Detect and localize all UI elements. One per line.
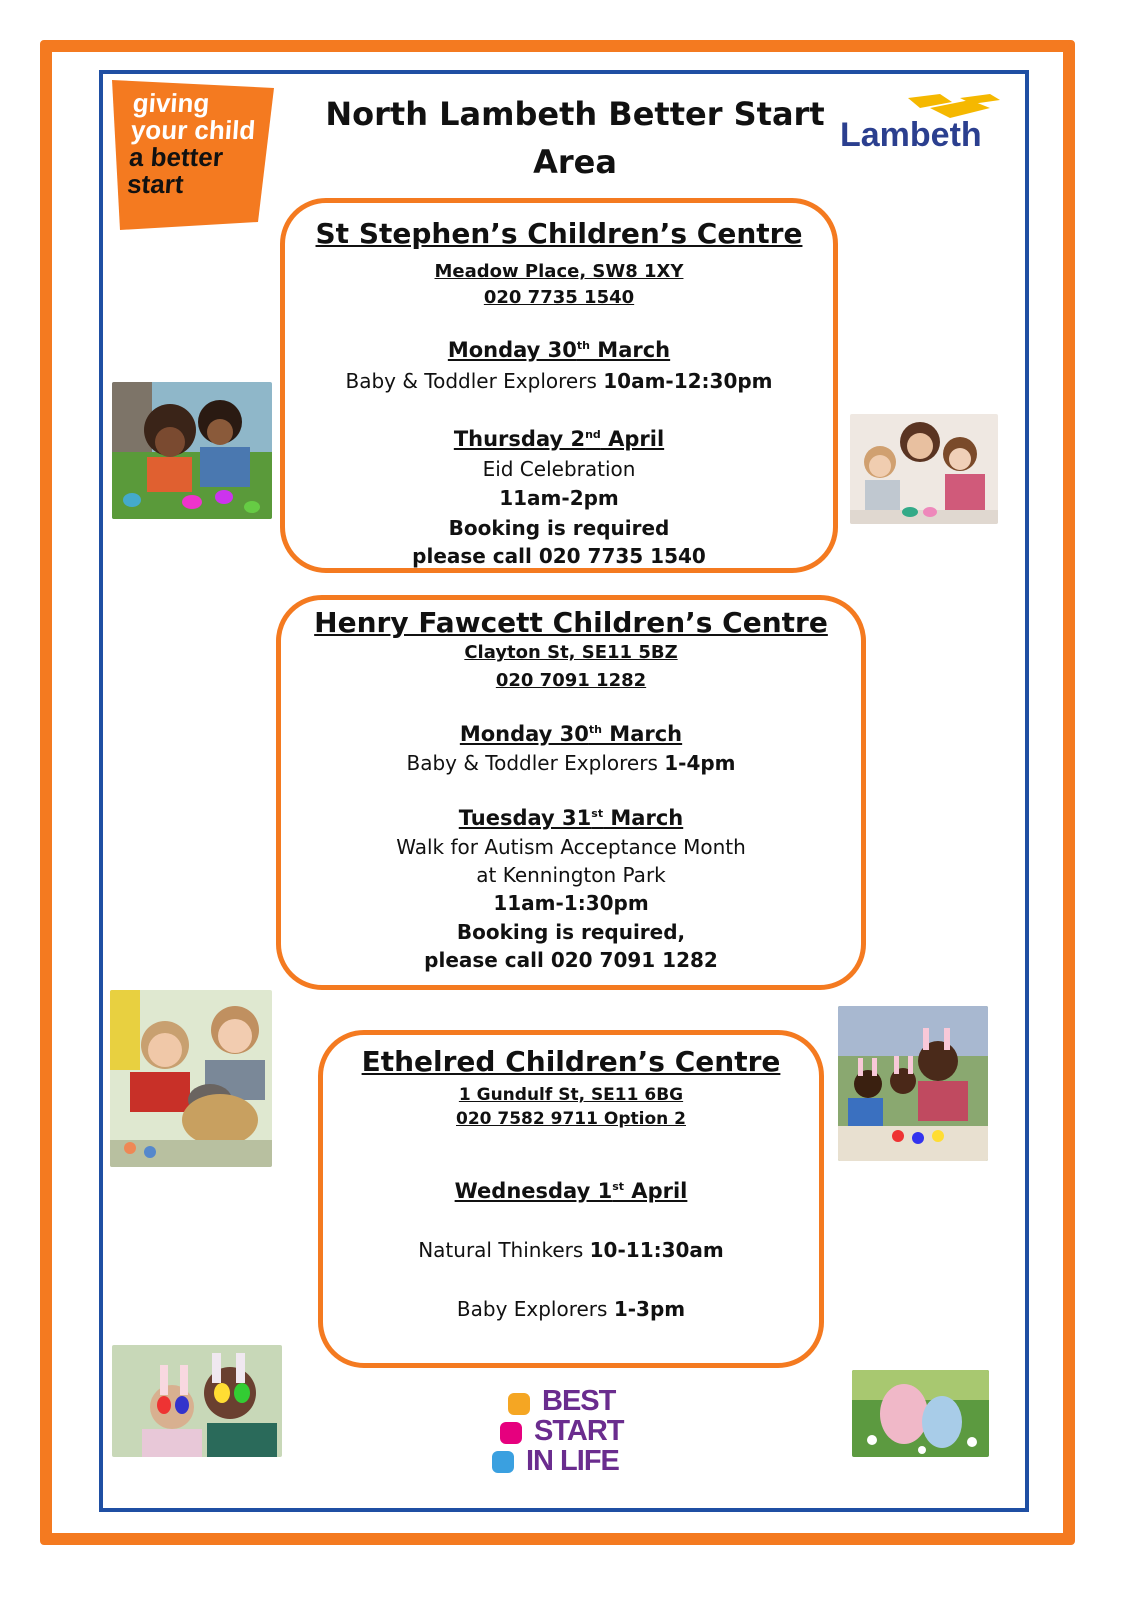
centre-address: Clayton St, SE11 5BZ	[464, 642, 678, 663]
pink-square-icon	[500, 1422, 522, 1444]
booking-call: please call 020 7091 1282	[424, 948, 718, 972]
event-2-location: at Kennington Park	[476, 863, 666, 887]
children-egg-hunt-photo	[112, 382, 272, 519]
centre-phone: 020 7582 9711 Option 2	[456, 1109, 686, 1129]
centre-phone: 020 7735 1540	[483, 287, 635, 308]
event-2-time: 11am-1:30pm	[493, 891, 649, 915]
event-2-time: 11am-2pm	[499, 486, 619, 510]
event-day-1: Wednesday 1st April	[454, 1179, 688, 1203]
boys-with-bunny-photo	[110, 990, 272, 1167]
event-day-2: Thursday 2nd April	[453, 427, 665, 451]
event-2: Baby Explorers 1-3pm	[456, 1297, 686, 1321]
booking-call: please call 020 7735 1540	[412, 544, 706, 568]
centre-name: St Stephen’s Children’s Centre	[315, 217, 803, 250]
giving-your-child-logo	[112, 80, 282, 230]
logo-word-best: BEST	[542, 1385, 616, 1417]
event-1: Natural Thinkers 10-11:30am	[418, 1238, 724, 1262]
event-1: Baby & Toddler Explorers 1-4pm	[406, 751, 736, 775]
booking-note: Booking is required	[448, 516, 670, 540]
logo-line-3: a better	[128, 142, 225, 172]
centre-name: Henry Fawcett Children’s Centre	[314, 606, 828, 639]
lambeth-wordmark: Lambeth	[840, 116, 982, 154]
centre-address: Meadow Place, SW8 1XY	[434, 261, 684, 282]
logo-line-4: start	[126, 169, 185, 199]
event-2: Eid Celebration	[482, 457, 636, 481]
family-easter-crafts-photo	[838, 1006, 988, 1161]
centre-name: Ethelred Children’s Centre	[361, 1045, 781, 1078]
logo-line-2: your child	[129, 115, 257, 145]
event-day-1: Monday 30th March	[459, 722, 683, 746]
centre-card-henry-fawcett	[276, 595, 866, 990]
centre-card-ethelred	[318, 1030, 824, 1368]
page-title	[300, 90, 850, 186]
blue-square-icon	[492, 1451, 514, 1473]
event-day-2: Tuesday 31st March	[458, 806, 684, 830]
lambeth-logo	[840, 92, 1020, 162]
booking-note: Booking is required,	[456, 920, 686, 944]
centre-phone: 020 7091 1282	[495, 670, 647, 691]
page-title-line-1: North Lambeth Better Start	[325, 95, 825, 133]
logo-word-start: START	[534, 1415, 624, 1447]
logo-word-in-life: IN LIFE	[526, 1445, 619, 1477]
best-start-in-life-logo	[500, 1385, 660, 1477]
event-1: Baby & Toddler Explorers 10am-12:30pm	[345, 369, 773, 393]
centre-address: 1 Gundulf St, SE11 6BG	[458, 1085, 684, 1105]
event-day-1: Monday 30th March	[447, 338, 671, 362]
easter-eggs-in-grass-photo	[852, 1370, 989, 1457]
orange-square-icon	[508, 1393, 530, 1415]
event-2: Walk for Autism Acceptance Month	[396, 835, 746, 859]
logo-line-1: giving	[131, 88, 211, 118]
page-title-line-2: Area	[533, 143, 617, 181]
centre-card-st-stephens	[280, 198, 838, 573]
bunny-ears-mother-child-photo	[112, 1345, 282, 1457]
mother-children-painting-photo	[850, 414, 998, 524]
